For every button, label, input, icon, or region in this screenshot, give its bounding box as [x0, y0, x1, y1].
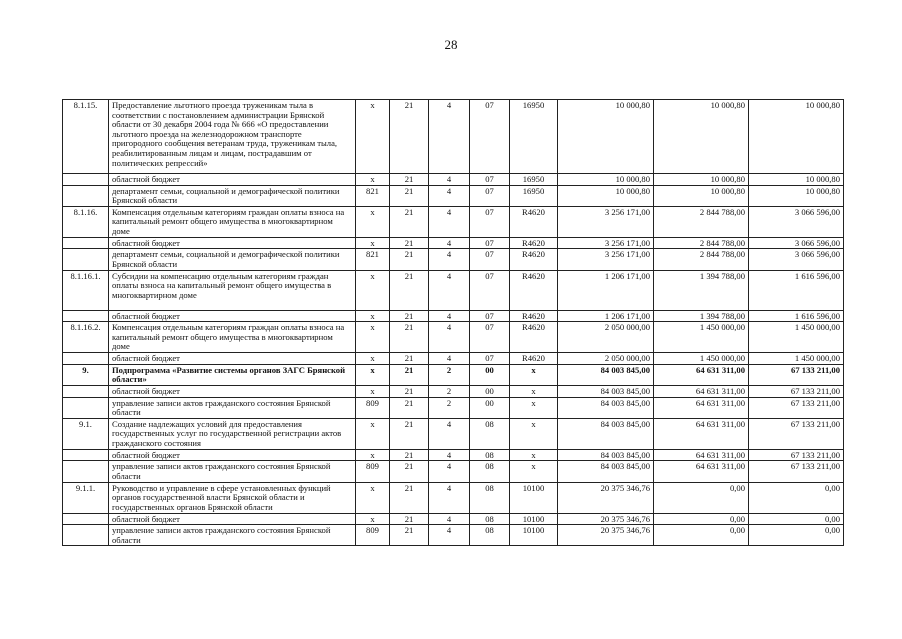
row-value-year3: 10 000,80	[749, 174, 844, 186]
row-code: 9.1.1.	[63, 482, 109, 513]
row-value-year3: 1 616 596,00	[749, 270, 844, 310]
row-program-code: 21	[390, 418, 429, 449]
row-code	[63, 310, 109, 322]
row-code	[63, 185, 109, 206]
row-description: Руководство и управление в сфере установленных функций органов государственной власти Брянской области и государственных органов Брянской области	[109, 482, 356, 513]
row-subprogram-code: 4	[429, 270, 470, 310]
row-code	[63, 249, 109, 270]
row-program-code: 21	[390, 322, 429, 353]
row-code	[63, 237, 109, 249]
row-value-year3: 0,00	[749, 513, 844, 525]
row-gr-code: х	[356, 353, 390, 365]
table-row	[63, 397, 844, 418]
row-section-code: 08	[470, 513, 510, 525]
row-target-code: 16950	[510, 100, 558, 174]
row-code: 8.1.16.	[63, 206, 109, 237]
row-value-year2: 2 844 788,00	[654, 249, 749, 270]
row-code	[63, 397, 109, 418]
row-section-code: 07	[470, 270, 510, 310]
row-value-year3: 3 066 596,00	[749, 206, 844, 237]
row-description: управление записи актов гражданского состояния Брянской области	[109, 461, 356, 482]
row-program-code: 21	[390, 237, 429, 249]
row-value-year1: 3 256 171,00	[558, 237, 654, 249]
row-program-code: 21	[390, 525, 429, 546]
row-code	[63, 174, 109, 186]
row-subprogram-code: 4	[429, 174, 470, 186]
row-gr-code: х	[356, 270, 390, 310]
row-value-year3: 10 000,80	[749, 100, 844, 174]
row-description: Субсидии на компенсацию отдельным категориям граждан оплаты взноса на капитальный ремонт общего имущества в многоквартирном доме	[109, 270, 356, 310]
row-subprogram-code: 2	[429, 385, 470, 397]
row-target-code: х	[510, 385, 558, 397]
row-value-year1: 84 003 845,00	[558, 418, 654, 449]
row-program-code: 21	[390, 364, 429, 385]
row-value-year3: 1 450 000,00	[749, 353, 844, 365]
row-value-year2: 1 394 788,00	[654, 310, 749, 322]
row-gr-code: х	[356, 364, 390, 385]
row-program-code: 21	[390, 270, 429, 310]
row-value-year2: 64 631 311,00	[654, 364, 749, 385]
row-value-year2: 10 000,80	[654, 174, 749, 186]
row-subprogram-code: 4	[429, 482, 470, 513]
row-description: Компенсация отдельным категориям граждан оплаты взноса на капитальный ремонт общего имущества в многоквартирном доме	[109, 322, 356, 353]
row-target-code: R4620	[510, 310, 558, 322]
row-value-year1: 2 050 000,00	[558, 353, 654, 365]
table-row	[63, 525, 844, 546]
row-value-year3: 1 450 000,00	[749, 322, 844, 353]
row-program-code: 21	[390, 513, 429, 525]
row-gr-code: х	[356, 237, 390, 249]
row-description: областной бюджет	[109, 310, 356, 322]
row-value-year1: 84 003 845,00	[558, 449, 654, 461]
table-row	[63, 185, 844, 206]
row-value-year2: 1 394 788,00	[654, 270, 749, 310]
row-subprogram-code: 4	[429, 206, 470, 237]
row-description: управление записи актов гражданского состояния Брянской области	[109, 397, 356, 418]
row-value-year3: 67 133 211,00	[749, 461, 844, 482]
row-value-year1: 3 256 171,00	[558, 206, 654, 237]
row-target-code: 16950	[510, 174, 558, 186]
row-description: Создание надлежащих условий для предоставления государственных услуг по государственной регистрации актов гражданского состояния	[109, 418, 356, 449]
row-program-code: 21	[390, 185, 429, 206]
row-subprogram-code: 4	[429, 353, 470, 365]
row-target-code: х	[510, 364, 558, 385]
row-target-code: х	[510, 449, 558, 461]
row-value-year2: 0,00	[654, 513, 749, 525]
row-value-year1: 1 206 171,00	[558, 270, 654, 310]
row-value-year1: 1 206 171,00	[558, 310, 654, 322]
row-section-code: 00	[470, 364, 510, 385]
row-section-code: 08	[470, 449, 510, 461]
table-row	[63, 206, 844, 237]
row-code: 8.1.16.2.	[63, 322, 109, 353]
row-gr-code: 809	[356, 397, 390, 418]
row-subprogram-code: 4	[429, 322, 470, 353]
row-value-year2: 2 844 788,00	[654, 237, 749, 249]
row-target-code: 10100	[510, 482, 558, 513]
row-value-year1: 84 003 845,00	[558, 461, 654, 482]
row-subprogram-code: 4	[429, 249, 470, 270]
row-target-code: R4620	[510, 353, 558, 365]
row-subprogram-code: 4	[429, 513, 470, 525]
table-row	[63, 449, 844, 461]
row-program-code: 21	[390, 482, 429, 513]
row-value-year3: 67 133 211,00	[749, 385, 844, 397]
row-description: Подпрограмма «Развитие системы органов ЗАГС Брянской области»	[109, 364, 356, 385]
row-gr-code: 821	[356, 249, 390, 270]
row-value-year3: 67 133 211,00	[749, 418, 844, 449]
row-code	[63, 353, 109, 365]
row-description: Компенсация отдельным категориям граждан оплаты взноса на капитальный ремонт общего имущества в многоквартирном доме	[109, 206, 356, 237]
table-row	[63, 513, 844, 525]
page-number: 28	[444, 37, 458, 52]
row-value-year3: 0,00	[749, 525, 844, 546]
row-section-code: 08	[470, 525, 510, 546]
row-program-code: 21	[390, 206, 429, 237]
table-row	[63, 461, 844, 482]
row-value-year3: 3 066 596,00	[749, 249, 844, 270]
row-subprogram-code: 4	[429, 449, 470, 461]
table-row	[63, 174, 844, 186]
row-description: Предоставление льготного проезда труженикам тыла в соответствии с постановлением администрации Брянской области от 30 декабря 2004 года № 666 «О предоставлении льготного проезда на железнодорожном транспорте пригородного сообщения ветеранам труда, труженикам тыла, реабилитированным лицам и лицам, пострадавшим от политических репрессий»	[109, 100, 356, 174]
row-value-year1: 10 000,80	[558, 185, 654, 206]
row-code	[63, 525, 109, 546]
row-code: 8.1.15.	[63, 100, 109, 174]
row-subprogram-code: 4	[429, 418, 470, 449]
table-row	[63, 385, 844, 397]
table-row	[63, 100, 844, 174]
row-code	[63, 513, 109, 525]
row-program-code: 21	[390, 310, 429, 322]
table-row	[63, 270, 844, 310]
row-program-code: 21	[390, 353, 429, 365]
row-value-year1: 3 256 171,00	[558, 249, 654, 270]
row-value-year2: 64 631 311,00	[654, 418, 749, 449]
row-value-year3: 67 133 211,00	[749, 364, 844, 385]
row-target-code: R4620	[510, 206, 558, 237]
row-value-year3: 1 616 596,00	[749, 310, 844, 322]
row-section-code: 00	[470, 385, 510, 397]
table-row	[63, 322, 844, 353]
row-target-code: R4620	[510, 270, 558, 310]
row-gr-code: х	[356, 482, 390, 513]
row-value-year3: 0,00	[749, 482, 844, 513]
row-program-code: 21	[390, 100, 429, 174]
row-gr-code: х	[356, 513, 390, 525]
row-description: областной бюджет	[109, 385, 356, 397]
row-section-code: 07	[470, 249, 510, 270]
table-row	[63, 237, 844, 249]
row-program-code: 21	[390, 385, 429, 397]
row-target-code: 10100	[510, 513, 558, 525]
row-description: областной бюджет	[109, 449, 356, 461]
row-target-code: R4620	[510, 322, 558, 353]
row-gr-code: 821	[356, 185, 390, 206]
row-target-code: 10100	[510, 525, 558, 546]
row-value-year2: 1 450 000,00	[654, 322, 749, 353]
row-section-code: 07	[470, 310, 510, 322]
row-value-year2: 0,00	[654, 482, 749, 513]
row-value-year2: 64 631 311,00	[654, 397, 749, 418]
row-value-year2: 10 000,80	[654, 185, 749, 206]
row-program-code: 21	[390, 397, 429, 418]
row-value-year2: 10 000,80	[654, 100, 749, 174]
row-gr-code: х	[356, 322, 390, 353]
row-value-year1: 84 003 845,00	[558, 385, 654, 397]
row-section-code: 08	[470, 461, 510, 482]
row-subprogram-code: 4	[429, 525, 470, 546]
row-subprogram-code: 4	[429, 461, 470, 482]
row-target-code: х	[510, 461, 558, 482]
row-value-year3: 3 066 596,00	[749, 237, 844, 249]
row-subprogram-code: 4	[429, 185, 470, 206]
row-value-year2: 0,00	[654, 525, 749, 546]
row-section-code: 07	[470, 100, 510, 174]
row-description: областной бюджет	[109, 237, 356, 249]
row-value-year2: 64 631 311,00	[654, 385, 749, 397]
row-value-year1: 84 003 845,00	[558, 397, 654, 418]
row-subprogram-code: 2	[429, 397, 470, 418]
row-value-year1: 10 000,80	[558, 100, 654, 174]
row-gr-code: х	[356, 449, 390, 461]
row-value-year1: 20 375 346,76	[558, 482, 654, 513]
budget-table	[62, 99, 844, 546]
row-section-code: 00	[470, 397, 510, 418]
row-program-code: 21	[390, 249, 429, 270]
row-value-year1: 84 003 845,00	[558, 364, 654, 385]
row-gr-code: х	[356, 206, 390, 237]
row-subprogram-code: 4	[429, 100, 470, 174]
row-value-year1: 10 000,80	[558, 174, 654, 186]
row-program-code: 21	[390, 174, 429, 186]
row-section-code: 08	[470, 482, 510, 513]
row-description: областной бюджет	[109, 174, 356, 186]
row-value-year2: 64 631 311,00	[654, 461, 749, 482]
row-value-year3: 67 133 211,00	[749, 449, 844, 461]
row-target-code: 16950	[510, 185, 558, 206]
row-code: 9.1.	[63, 418, 109, 449]
row-value-year2: 2 844 788,00	[654, 206, 749, 237]
row-value-year3: 67 133 211,00	[749, 397, 844, 418]
row-value-year2: 64 631 311,00	[654, 449, 749, 461]
row-value-year1: 20 375 346,76	[558, 513, 654, 525]
row-code	[63, 385, 109, 397]
row-gr-code: х	[356, 174, 390, 186]
row-value-year2: 1 450 000,00	[654, 353, 749, 365]
row-value-year1: 2 050 000,00	[558, 322, 654, 353]
row-section-code: 07	[470, 185, 510, 206]
row-program-code: 21	[390, 449, 429, 461]
row-target-code: х	[510, 397, 558, 418]
row-code	[63, 449, 109, 461]
table-row	[63, 353, 844, 365]
row-subprogram-code: 2	[429, 364, 470, 385]
row-subprogram-code: 4	[429, 310, 470, 322]
table-row	[63, 249, 844, 270]
row-code: 9.	[63, 364, 109, 385]
row-target-code: х	[510, 418, 558, 449]
row-description: департамент семьи, социальной и демографической политики Брянской области	[109, 185, 356, 206]
row-description: областной бюджет	[109, 513, 356, 525]
row-value-year1: 20 375 346,76	[558, 525, 654, 546]
table-row	[63, 482, 844, 513]
table-row	[63, 364, 844, 385]
row-description: областной бюджет	[109, 353, 356, 365]
row-target-code: R4620	[510, 237, 558, 249]
row-code: 8.1.16.1.	[63, 270, 109, 310]
row-section-code: 07	[470, 237, 510, 249]
row-gr-code: х	[356, 100, 390, 174]
row-description: управление записи актов гражданского состояния Брянской области	[109, 525, 356, 546]
table-row	[63, 310, 844, 322]
row-description: департамент семьи, социальной и демографической политики Брянской области	[109, 249, 356, 270]
row-code	[63, 461, 109, 482]
table-body	[63, 100, 844, 546]
row-gr-code: 809	[356, 525, 390, 546]
row-program-code: 21	[390, 461, 429, 482]
table-row	[63, 418, 844, 449]
row-gr-code: х	[356, 310, 390, 322]
row-gr-code: х	[356, 418, 390, 449]
row-section-code: 08	[470, 418, 510, 449]
row-value-year3: 10 000,80	[749, 185, 844, 206]
row-subprogram-code: 4	[429, 237, 470, 249]
row-target-code: R4620	[510, 249, 558, 270]
row-section-code: 07	[470, 322, 510, 353]
row-gr-code: 809	[356, 461, 390, 482]
row-section-code: 07	[470, 174, 510, 186]
row-section-code: 07	[470, 206, 510, 237]
row-gr-code: х	[356, 385, 390, 397]
row-section-code: 07	[470, 353, 510, 365]
